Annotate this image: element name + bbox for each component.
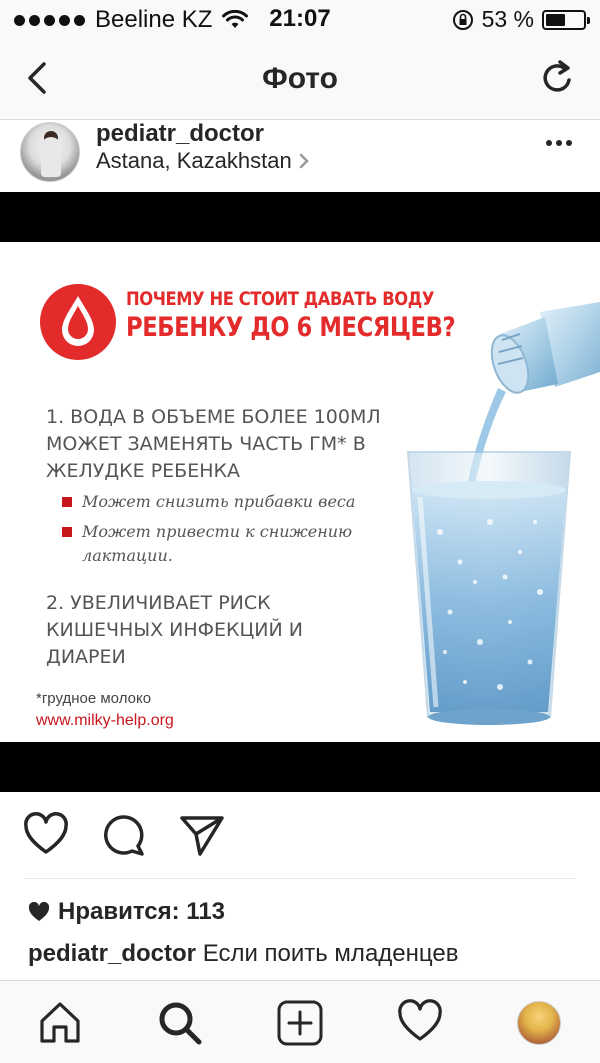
image-bullet-1-text: Может снизить прибавки веса [82,492,356,511]
status-bar [0,0,600,40]
more-options-icon[interactable] [546,140,572,146]
status-time: 21:07 [269,5,331,32]
image-bullet-2 [64,520,364,568]
likes-count-label: Нравится: 113 [58,898,226,925]
bottom-tab-bar [0,980,600,1063]
image-letterbox-top [0,192,600,242]
post-header [0,120,600,192]
image-letterbox-bottom [0,742,600,792]
profile-avatar-tab[interactable] [517,1001,561,1045]
share-send-icon[interactable] [178,812,226,858]
home-icon[interactable] [36,999,84,1045]
page-title: Фото [262,62,338,95]
caption-text: Если поить младенцев [202,940,459,967]
post-caption [28,940,458,968]
likes-count[interactable] [28,898,225,926]
caption-username[interactable]: pediatr_doctor [28,940,197,967]
orientation-lock-icon [452,9,474,31]
refresh-icon[interactable] [538,58,576,98]
battery-percent: 53 % [481,6,534,32]
image-bullet-2-text: Может привести к снижению лактации. [82,522,353,565]
activity-heart-icon[interactable] [396,999,444,1043]
like-heart-icon[interactable] [22,812,70,856]
image-bullet-1 [64,490,364,514]
nav-header [0,40,600,120]
post-actions [0,792,600,880]
post-username[interactable]: pediatr_doctor [96,120,265,147]
actions-divider [24,878,576,879]
image-point-2: 2. УВЕЛИЧИВАЕТ РИСК КИШЕЧНЫХ ИНФЕКЦИЙ И ДИАРЕИ [46,592,303,668]
comment-bubble-icon[interactable] [100,812,146,858]
carrier-name: Beeline KZ [95,6,213,33]
image-headline-line2: РЕБЕНКУ ДО 6 МЕСЯЦЕВ? [126,312,456,343]
post-location[interactable] [96,148,310,174]
image-point-1: 1. ВОДА В ОБЪЕМЕ БОЛЕЕ 100МЛ МОЖЕТ ЗАМЕНЯТЬ ЧАСТЬ ГМ* В ЖЕЛУДКЕ РЕБЕНКА [46,406,381,482]
post-location-label: Astana, Kazakhstan [96,148,292,173]
search-icon[interactable] [156,999,204,1047]
image-headline-line1: ПОЧЕМУ НЕ СТОИТ ДАВАТЬ ВОДУ [126,288,435,310]
add-post-icon[interactable] [276,999,324,1047]
post-image[interactable] [0,242,600,742]
chevron-right-icon [298,153,310,169]
status-right [452,6,586,33]
heart-filled-icon [28,902,50,922]
avatar[interactable] [20,122,80,182]
image-website: www.milky-help.org [36,712,174,729]
water-glass-illustration [380,292,600,742]
image-footnote: *грудное молоко [36,690,152,707]
battery-icon [542,10,586,30]
water-drop-logo-icon [40,284,116,360]
